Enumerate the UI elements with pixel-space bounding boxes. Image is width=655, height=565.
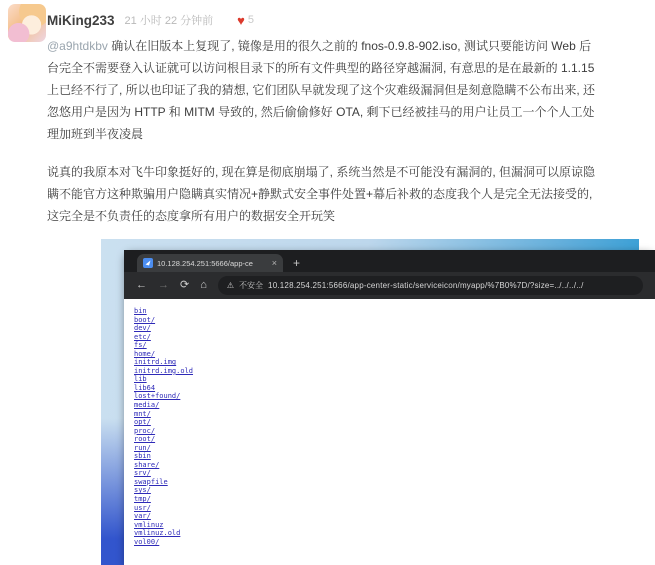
like-widget[interactable] [237,14,254,27]
directory-link[interactable]: vol00/ [134,537,160,546]
warning-icon: ⚠ [226,280,235,290]
directory-link[interactable]: root/ [134,435,156,444]
browser-navbar [124,272,655,299]
directory-link[interactable]: srv/ [134,469,151,478]
directory-link[interactable]: initrd.img.old [134,366,194,375]
browser-viewport [124,299,655,565]
directory-link[interactable]: bin [134,307,147,315]
directory-link[interactable]: sbin [134,452,151,461]
address-bar[interactable] [218,276,643,295]
directory-link[interactable]: lib [134,375,147,384]
directory-link[interactable]: vmlinuz [134,520,164,529]
directory-link[interactable]: boot/ [134,315,156,324]
directory-link[interactable]: fs/ [134,341,147,350]
mention-link[interactable]: @a9htdkbv [47,39,108,53]
directory-link[interactable]: lib64 [134,383,156,392]
back-icon[interactable]: ← [136,279,147,291]
heart-icon[interactable]: ♥ [237,12,245,28]
directory-link[interactable]: opt/ [134,418,151,427]
forward-icon[interactable]: → [158,279,169,291]
directory-link[interactable]: share/ [134,460,160,469]
directory-link[interactable]: home/ [134,349,156,358]
paragraph-1-text: 确认在旧版本上复现了, 镜像是用的很久之前的 fnos-0.9.8-902.iso, 测试只要能访问 Web 后台完全不需要登入认证就可以访问根目录下的所有文件典型的路径穿越漏洞, 有意思的是在最新的 1.1.15 上已经不行了, 所以也印证了我的猜想, 它们团队早就发现了这个灾难级漏洞但是刻意隐瞒不公布出来, 还忽悠用户是因为 HTTP 和 MITM 导致的, 然后偷偷修好 OTA, 剩下已经被挂马的用户让员工一个个人工处理加班到半夜凌晨 [47,39,596,141]
url-text: 10.128.254.251:5666/app-center-static/serviceicon/myapp/%7B0%7D/?size=../../../../ [268,281,584,290]
post-meta [47,8,595,32]
post-body [47,35,595,227]
browser-window [124,250,655,565]
timestamp: 21 小时 22 分钟前 [124,15,214,27]
directory-link[interactable]: run/ [134,443,151,452]
directory-link[interactable]: dev/ [134,324,151,333]
directory-link[interactable]: etc/ [134,332,151,341]
tab-strip [124,250,655,272]
directory-link[interactable]: initrd.img [134,358,177,367]
directory-listing [134,307,655,546]
directory-link[interactable]: lost+found/ [134,392,181,401]
new-tab-icon[interactable]: + [293,256,301,270]
directory-link[interactable]: proc/ [134,426,156,435]
home-icon[interactable]: ⌂ [200,279,207,291]
security-label[interactable]: 不安全 [239,281,264,290]
tab-favicon [143,258,153,268]
directory-link[interactable]: vmlinuz.old [134,529,181,538]
directory-link[interactable]: var/ [134,512,151,521]
reload-icon[interactable]: ⟳ [180,279,190,291]
embedded-screenshot[interactable] [101,239,639,565]
paragraph-2: 说真的我原本对飞牛印象挺好的, 现在算是彻底崩塌了, 系统当然是不可能没有漏洞的, 但漏洞可以原谅隐瞒不能官方这种欺骗用户隐瞒真实情况+静默式安全事件处置+幕后补救的态度我个人是完全无法接受的, 这完全是不负责任的态度拿所有用户的数据安全开玩笑 [47,165,596,223]
browser-tab[interactable] [137,254,283,272]
tab-close-icon[interactable]: × [271,257,277,268]
directory-link[interactable]: usr/ [134,503,151,512]
directory-link[interactable]: sys/ [134,486,151,495]
directory-link[interactable]: tmp/ [134,495,151,504]
directory-link[interactable]: media/ [134,401,160,410]
directory-link[interactable]: mnt/ [134,409,151,418]
paragraph-1 [47,35,595,145]
tab-title: 10.128.254.251:5666/app-ce [157,258,253,268]
username[interactable]: MiKing233 [47,12,115,28]
like-count: 5 [247,14,254,26]
directory-link[interactable]: swapfile [134,477,168,486]
